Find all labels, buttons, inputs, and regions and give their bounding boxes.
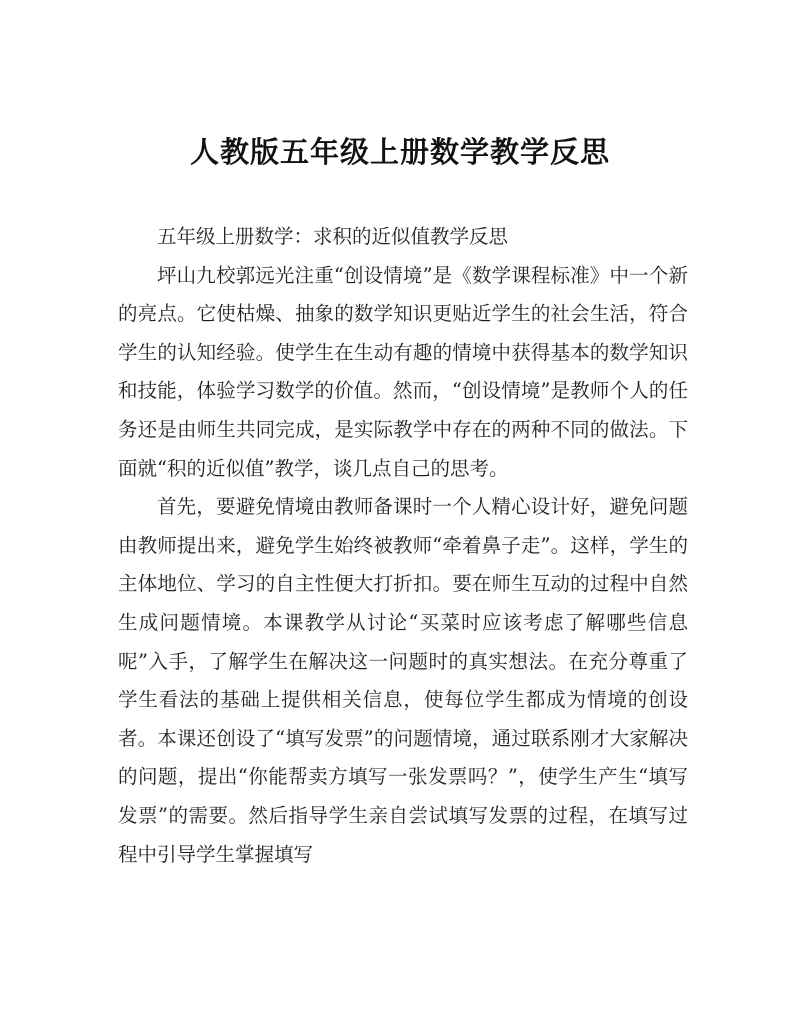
paragraph-first-point: 首先，要避免情境由教师备课时一个人精心设计好，避免问题由教师提出来，避免学生始终被教师“牵着鼻子走”。这样，学生的主体地位、学习的自主性便大打折扣。要在师生互动的过程中自然生成问题情境。本课教学从讨论“买菜时应该考虑了解哪些信息呢”入手，了解学生在解决这一问题时的真实想法。在充分尊重了学生看法的基础上提供相关信息，使每位学生都成为情境的创设者。本课还创设了“填写发票”的问题情境，通过联系刚才大家解决的问题，提出“你能帮卖方填写一张发票吗？”，使学生产生“填写发票”的需要。然后指导学生亲自尝试填写发票的过程，在填写过程中引导学生掌握填写 bbox=[118, 495, 688, 866]
document-body bbox=[118, 218, 688, 874]
document-title: 人教版五年级上册数学教学反思 bbox=[189, 135, 610, 169]
paragraph-intro: 坪山九校郭远光注重“创设情境”是《数学课程标准》中一个新的亮点。它使枯燥、抽象的数学知识更贴近学生的社会生活，符合学生的认知经验。使学生在生动有趣的情境中获得基本的数学知识和技能，体验学习数学的价值。然而，“创设情境”是教师个人的任务还是由师生共同完成，是实际教学中存在的两种不同的做法。下面就“积的近似值”教学，谈几点自己的思考。 bbox=[118, 263, 688, 480]
paragraph-subtitle: 五年级上册数学：求积的近似值教学反思 bbox=[157, 225, 509, 248]
